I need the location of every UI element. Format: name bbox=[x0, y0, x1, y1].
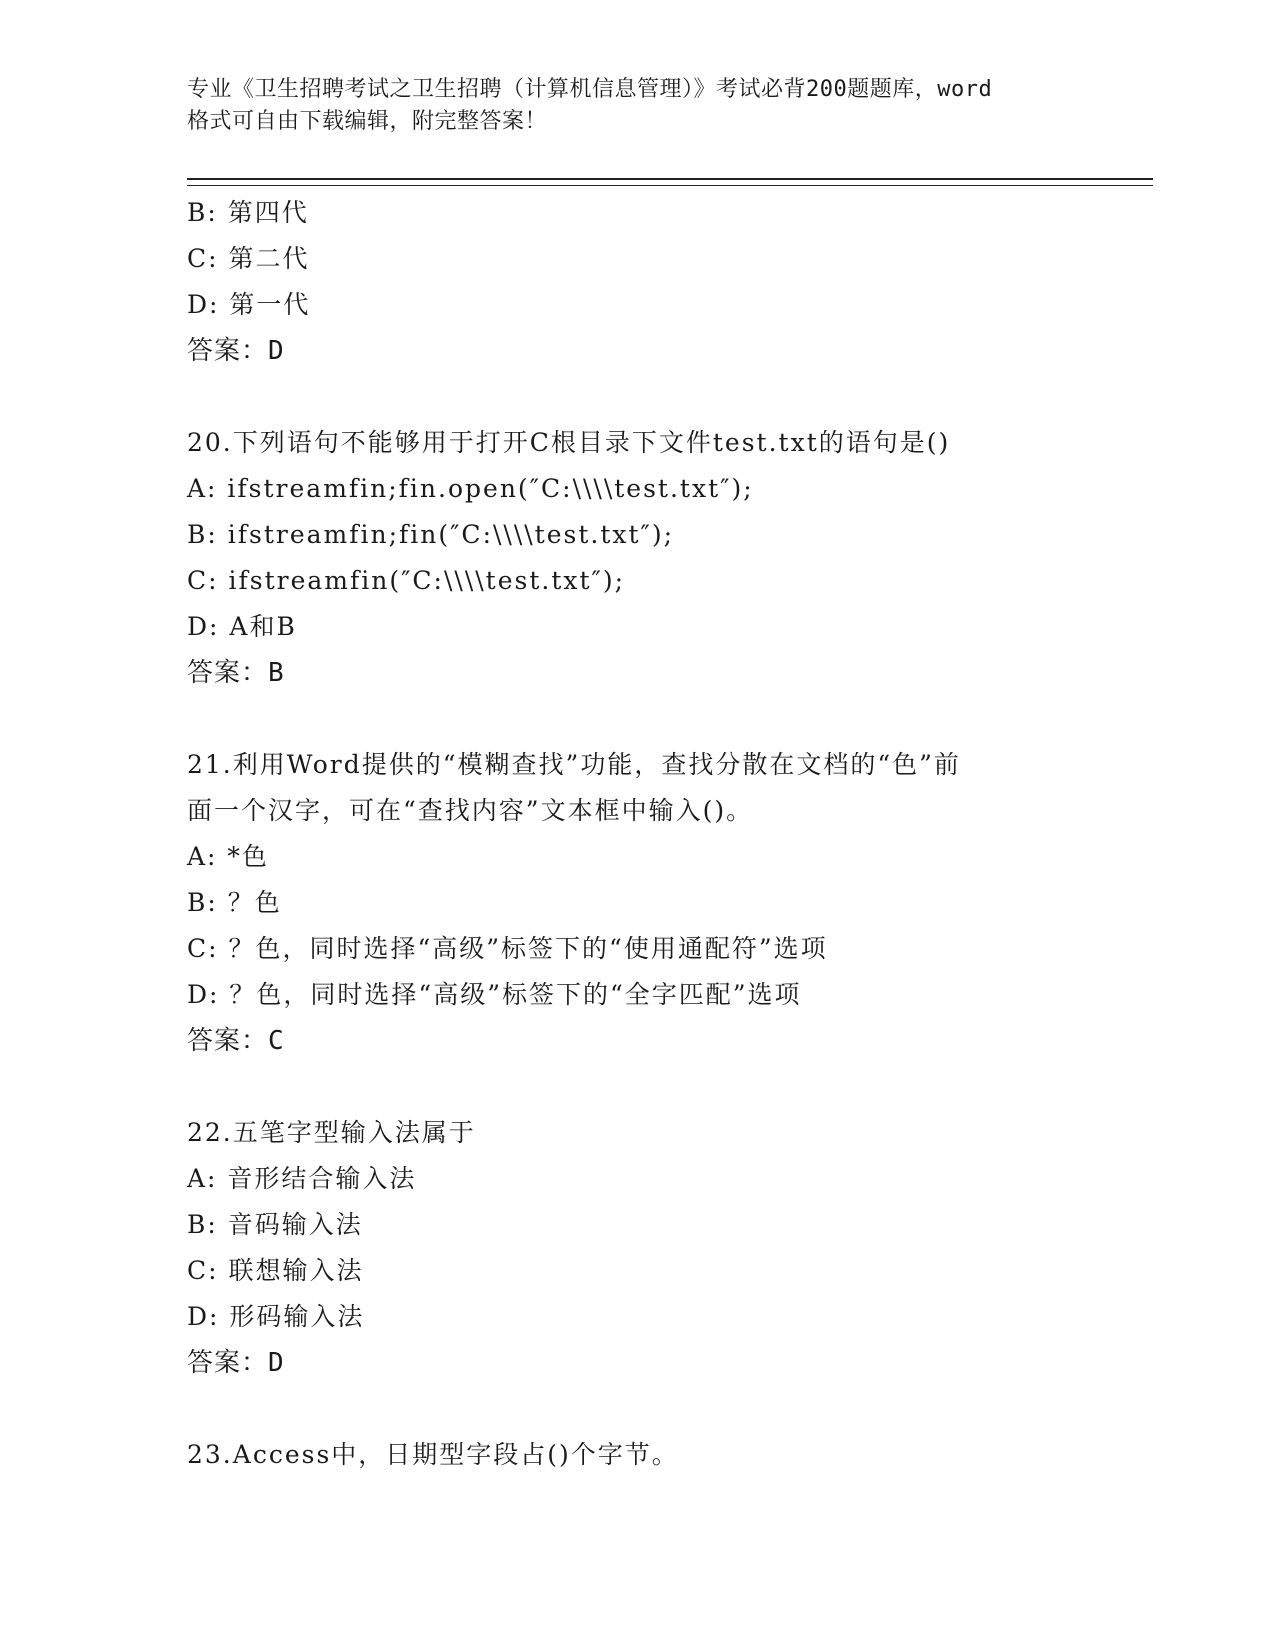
question-21 bbox=[187, 742, 1127, 1064]
question-20 bbox=[187, 420, 1127, 696]
option-d: D: ？色，同时选择“高级”标签下的“全字匹配”选项 bbox=[187, 980, 802, 1009]
question-text-continued: 面一个汉字，可在“查找内容”文本框中输入()。 bbox=[187, 796, 754, 825]
page-header bbox=[187, 74, 1087, 138]
answer-line: 答案：D bbox=[187, 336, 285, 366]
question-23 bbox=[187, 1432, 1127, 1478]
option-a: A: *色 bbox=[187, 842, 269, 871]
option-d: D: A和B bbox=[187, 612, 297, 641]
question-22 bbox=[187, 1110, 1127, 1386]
option-c: C: ifstreamfin(″C:\\\\test.txt″); bbox=[187, 566, 626, 595]
option-c: C: ？色，同时选择“高级”标签下的“使用通配符”选项 bbox=[187, 934, 828, 963]
spacer bbox=[187, 374, 1127, 420]
spacer bbox=[187, 1064, 1127, 1110]
spacer bbox=[187, 696, 1127, 742]
option-b: B: ？色 bbox=[187, 888, 282, 917]
option-d: D: 第一代 bbox=[187, 290, 311, 319]
spacer bbox=[187, 1386, 1127, 1432]
option-a: A: ifstreamfin;fin.open(″C:\\\\test.txt″); bbox=[187, 474, 754, 503]
option-c: C: 联想输入法 bbox=[187, 1256, 364, 1285]
option-a: A: 音形结合输入法 bbox=[187, 1164, 417, 1193]
answer-line: 答案：B bbox=[187, 658, 285, 688]
question-text: 21.利用Word提供的“模糊查找”功能，查找分散在文档的“色”前 bbox=[187, 750, 961, 779]
option-b: B: 第四代 bbox=[187, 198, 309, 227]
option-c: C: 第二代 bbox=[187, 244, 310, 273]
option-d: D: 形码输入法 bbox=[187, 1302, 365, 1331]
document-body bbox=[187, 190, 1127, 1478]
question-text: 23.Access中，日期型字段占()个字节。 bbox=[187, 1440, 679, 1469]
answer-line: 答案：D bbox=[187, 1348, 285, 1378]
option-b: B: 音码输入法 bbox=[187, 1210, 363, 1239]
header-line-1: 专业《卫生招聘考试之卫生招聘（计算机信息管理）》考试必背200题题库，word bbox=[187, 77, 993, 102]
option-b: B: ifstreamfin;fin(″C:\\\\test.txt″); bbox=[187, 520, 675, 549]
header-divider bbox=[187, 178, 1153, 186]
question-19-continuation bbox=[187, 190, 1127, 374]
answer-line: 答案：C bbox=[187, 1026, 285, 1056]
question-text: 22.五笔字型输入法属于 bbox=[187, 1118, 476, 1147]
question-text: 20.下列语句不能够用于打开C根目录下文件test.txt的语句是() bbox=[187, 428, 951, 457]
header-line-2: 格式可自由下载编辑，附完整答案！ bbox=[187, 109, 548, 134]
